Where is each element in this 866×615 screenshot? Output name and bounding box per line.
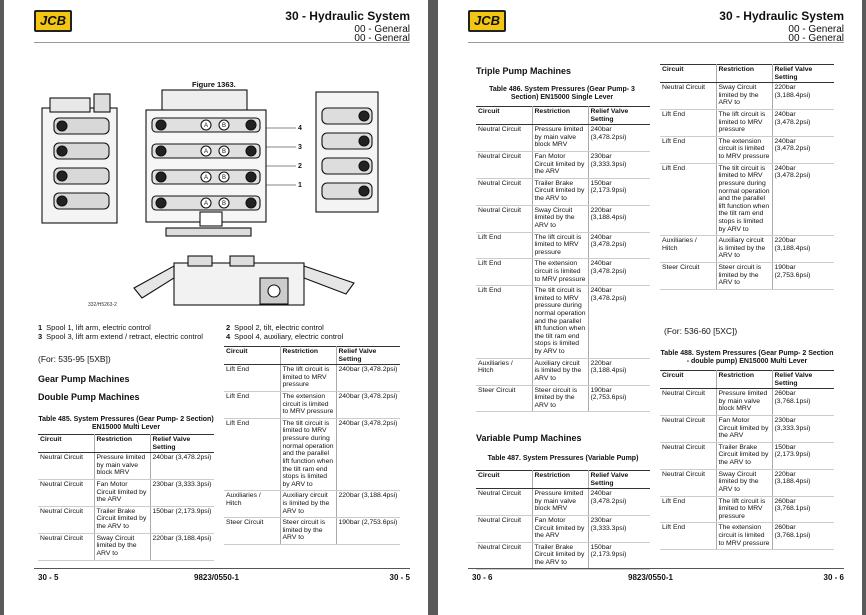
footer-divider [34,568,410,569]
section-heading: Triple Pump Machines [476,66,572,76]
table-row: Lift End The lift circuit is limited to MRV pressure 240bar (3,478.2psi) [224,365,400,392]
header-title: 30 - Hydraulic System [719,9,844,23]
pressure-table [476,106,650,412]
table-row: Neutral Circuit Sway Circuit limited by the ARV to 220bar (3,188.4psi) [38,533,214,560]
column-header: Circuit [476,471,532,489]
table-row: Lift End The extension circuit is limited to MRV pressure 240bar (3,478.2psi) [224,392,400,419]
table-row: Neutral Circuit Fan Motor Circuit limited by the ARV 230bar (3,333.3psi) [476,152,650,179]
table-row: Neutral Circuit Pressure limited by main valve block MRV 240bar (3,478.2psi) [476,489,650,516]
footer-page-number: 30 - 5 [38,573,59,582]
table-caption: Table 488. System Pressures (Gear Pump- 2 Section - double pump) EN15000 Multi Lever [660,350,834,366]
spool-number-label: 4 [298,125,302,132]
column-header: Restriction [532,107,588,125]
svg-text:B: B [221,149,227,155]
table-row: Lift End The extension circuit is limited to MRV pressure 240bar (3,478.2psi) [476,259,650,286]
table-row: Auxiliaries / Hitch Auxiliary circuit is limited by the ARV to 220bar (3,188.4psi) [224,491,400,518]
jcb-logo: JCB [468,10,506,32]
applicability-note: (For: 536-60 [5XC]) [664,326,738,336]
table-row: Lift End The lift circuit is limited to MRV pressure 260bar (3,768.1psi) [660,496,834,523]
applicability-note: (For: 535-95 [5XB]) [38,354,111,364]
column-header: Relief Valve Setting [772,371,834,389]
column-header: Restriction [716,65,772,83]
table-row: Neutral Circuit Fan Motor Circuit limited by the ARV 230bar (3,333.3psi) [38,480,214,507]
svg-text:B: B [221,201,227,207]
legend-item: 1 Spool 1, lift arm, electric control [38,323,151,332]
table-row: Lift End The lift circuit is limited to MRV pressure 240bar (3,478.2psi) [476,232,650,259]
pressure-table [660,370,834,550]
legend-item: 2 Spool 2, tilt, electric control [226,323,324,332]
table-row: Steer Circuit Steer circuit is limited by the ARV to 190bar (2,753.6psi) [476,385,650,412]
pressure-table-continued [660,64,834,290]
table-row: Neutral Circuit Sway Circuit limited by the ARV to 220bar (3,188.4psi) [660,83,834,110]
table-row: Neutral Circuit Fan Motor Circuit limited by the ARV 230bar (3,333.3psi) [476,516,650,543]
table-row: Neutral Circuit Sway Circuit limited by the ARV to 220bar (3,188.4psi) [660,469,834,496]
table-row: Lift End The extension circuit is limited to MRV pressure 240bar (3,478.2psi) [660,136,834,163]
footer-divider [468,568,844,569]
svg-text:A: A [203,123,209,129]
header-subtitle: 00 - General [788,24,844,35]
header-divider [468,42,844,43]
column-header: Relief Valve Setting [336,347,400,365]
svg-text:B: B [221,175,227,181]
figure-reference: 332/H5263-2 [88,302,117,308]
table-row: Lift End The tilt circuit is limited to MRV pressure during normal operation and the parallel lift function when the tilt ram end stops is limited by ARV to 240bar (3,478.2psi) [476,286,650,358]
svg-text:A: A [203,149,209,155]
footer-page-number: 30 - 6 [823,573,844,582]
table-row: Neutral Circuit Trailer Brake Circuit limited by the ARV to 150bar (2,173.9psi) [660,442,834,469]
jcb-logo: JCB [34,10,72,32]
footer-page-number: 30 - 5 [389,573,410,582]
table-row: Neutral Circuit Pressure limited by main valve block MRV 240bar (3,478.2psi) [38,453,214,480]
footer-doc-number: 9823/0550-1 [628,573,673,582]
table-row: Neutral Circuit Trailer Brake Circuit limited by the ARV to 150bar (2,173.9psi) [476,178,650,205]
valve-block-illustration [34,88,404,313]
pressure-table [476,470,650,570]
table-row: Auxiliaries / Hitch Auxiliary circuit is limited by the ARV to 220bar (3,188.4psi) [476,358,650,385]
svg-text:A: A [203,201,209,207]
header-subtitle: 00 - General [354,33,410,44]
table-row: Steer Circuit Steer circuit is limited by the ARV to 190bar (2,753.6psi) [660,263,834,290]
footer-doc-number: 9823/0550-1 [194,573,239,582]
table-row: Lift End The tilt circuit is limited to MRV pressure during normal operation and the parallel lift function when the tilt ram end stops is limited by ARV to 240bar (3,478.2psi) [224,418,400,490]
page-left [4,0,428,615]
table-row: Neutral Circuit Trailer Brake Circuit limited by the ARV to 150bar (2,173.9psi) [38,506,214,533]
column-header: Relief Valve Setting [150,435,214,453]
column-header: Circuit [660,371,716,389]
column-header: Circuit [660,65,716,83]
column-header: Circuit [38,435,94,453]
table-row: Neutral Circuit Sway Circuit limited by the ARV to 220bar (3,188.4psi) [476,205,650,232]
section-heading: Gear Pump Machines [38,374,130,384]
table-row: Auxiliaries / Hitch Auxiliary circuit is limited by the ARV to 220bar (3,188.4psi) [660,236,834,263]
page-right [438,0,862,615]
column-header: Circuit [476,107,532,125]
column-header: Restriction [716,371,772,389]
table-caption: Table 487. System Pressures (Variable Pump) [487,455,639,462]
table-row: Neutral Circuit Pressure limited by main valve block MRV 240bar (3,478.2psi) [476,125,650,152]
table-row: Lift End The extension circuit is limited to MRV pressure 260bar (3,768.1psi) [660,523,834,550]
svg-text:A: A [203,175,209,181]
column-header: Restriction [532,471,588,489]
pressure-table-continued [224,346,400,545]
table-row: Neutral Circuit Trailer Brake Circuit limited by the ARV to 150bar (2,173.9psi) [476,542,650,569]
table-row: Lift End The tilt circuit is limited to MRV pressure during normal operation and the parallel lift function when the tilt ram end stops is limited by ARV to 240bar (3,478.2psi) [660,163,834,235]
spool-number-label: 3 [298,144,302,151]
section-heading: Variable Pump Machines [476,433,582,443]
table-caption: Table 486. System Pressures (Gear Pump- 3 Section) EN15000 Single Lever [489,86,635,102]
table-row: Neutral Circuit Fan Motor Circuit limited by the ARV 230bar (3,333.3psi) [660,416,834,443]
table-row: Lift End The lift circuit is limited to MRV pressure 240bar (3,478.2psi) [660,110,834,137]
column-header: Relief Valve Setting [588,107,650,125]
table-row: Steer Circuit Steer circuit is limited by the ARV to 190bar (2,753.6psi) [224,518,400,545]
svg-text:B: B [221,123,227,129]
header-divider [34,42,410,43]
figure-caption: Figure 1363. [192,80,236,89]
table-caption: Table 485. System Pressures (Gear Pump- 2 Section) EN15000 Multi Lever [38,416,214,432]
header-subtitle: 00 - General [354,24,410,35]
header-subtitle: 00 - General [788,33,844,44]
column-header: Restriction [280,347,336,365]
legend-item: 3 Spool 3, lift arm extend / retract, electric control [38,332,203,341]
column-header: Relief Valve Setting [588,471,650,489]
legend-item: 4 Spool 4, auxiliary, electric control [226,332,344,341]
footer-page-number: 30 - 6 [472,573,493,582]
column-header: Relief Valve Setting [772,65,834,83]
column-header: Restriction [94,435,150,453]
column-header: Circuit [224,347,280,365]
subsection-heading: Double Pump Machines [38,392,140,402]
spool-number-label: 1 [298,182,302,189]
header-title: 30 - Hydraulic System [285,9,410,23]
spool-number-label: 2 [298,163,302,170]
table-row: Neutral Circuit Pressure limited by main valve block MRV 260bar (3,768.1psi) [660,389,834,416]
pressure-table [38,434,214,561]
